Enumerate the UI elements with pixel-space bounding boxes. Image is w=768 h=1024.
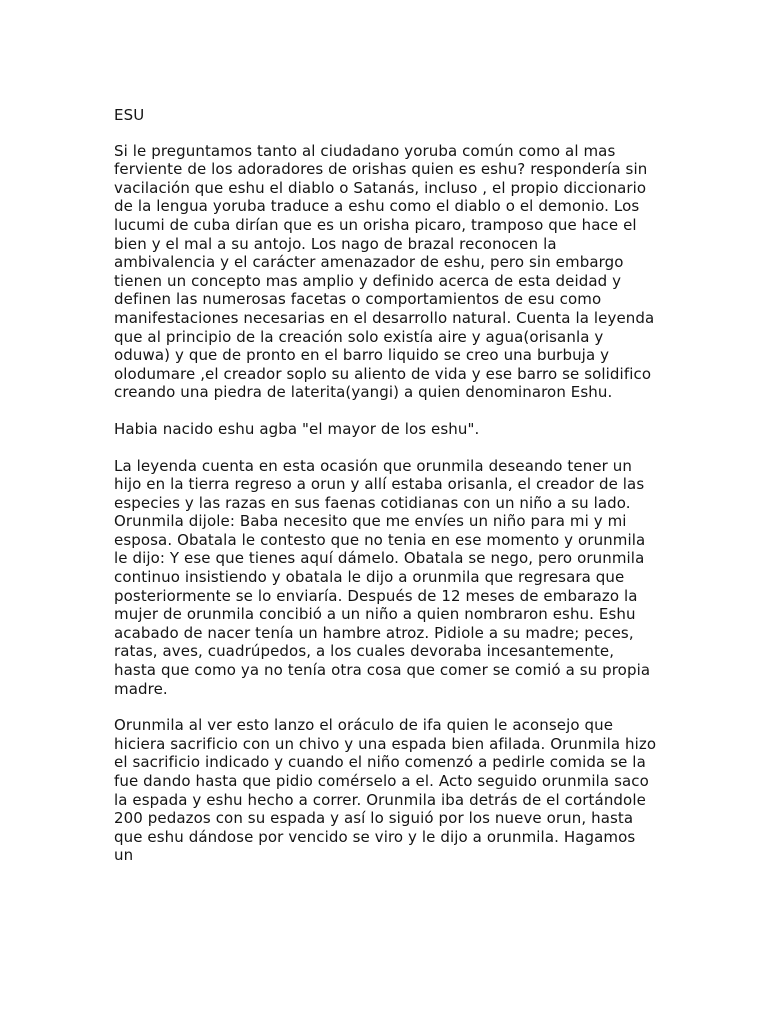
paragraph-4: Orunmila al ver esto lanzo el oráculo de ifa quien le aconsejo que hiciera sacrificio con un chivo y una espada bien afilada. Orunmila hizo el sacrificio indicado y cuando el niño comenzó a pedirle comida se la fue dando hasta que pidio comérselo a el. Acto seguido orunmila saco la espada y eshu hecho a correr. Orunmila iba detrás de el cortándole 200 pedazos con su espada y así lo siguió por los nueve orun, hasta que eshu dándose por vencido se viro y le dijo a orunmila. Hagamos un (114, 716, 657, 865)
document-title: ESU (114, 106, 145, 124)
paragraph-1: Si le preguntamos tanto al ciudadano yoruba común como al mas ferviente de los adoradores de orishas quien es eshu? respondería sin vacilación que eshu el diablo o Satanás, incluso , el propio diccionario de la lengua yoruba traduce a eshu como el diablo o el demonio. Los lucumi de cuba dirían que es un orisha picaro, tramposo que hace el bien y el mal a su antojo. Los nago de brazal reconocen la ambivalencia y el carácter amenazador de eshu, pero sin embargo tienen un concepto mas amplio y definido acerca de esta deidad y definen las numerosas facetas o comportamientos de esu como manifestaciones necesarias en el desarrollo natural. Cuenta la leyenda que al principio de la creación solo existía aire y agua(orisanla y oduwa) y que de pronto en el barro liquido se creo una burbuja y olodumare ,el creador soplo su aliento de vida y ese barro se solidifico creando una piedra de laterita(yangi) a quien denominaron Eshu. (114, 141, 655, 402)
paragraph-2: Habia nacido eshu agba "el mayor de los eshu". (114, 419, 480, 438)
paragraph-3: La leyenda cuenta en esta ocasión que orunmila deseando tener un hijo en la tierra regreso a orun y allí estaba orisanla, el creador de las especies y las razas en sus faenas cotidianas con un niño a su lado. Orunmila dijole: Baba necesito que me envíes un niño para mi y mi esposa. Obatala le contesto que no tenia en ese momento y orunmila le dijo: Y ese que tienes aquí dámelo. Obatala se nego, pero orunmila continuo insistiendo y obatala le dijo a orunmila que regresara que posteriormente se lo enviaría. Después de 12 meses de embarazo la mujer de orunmila concibió a un niño a quien nombraron eshu. Eshu acabado de nacer tenía un hambre atroz. Pidiole a su madre; peces, ratas, aves, cuadrúpedos, a los cuales devoraba incesantemente, hasta que como ya no tenía otra cosa que comer se comió a su propia madre. (114, 456, 651, 698)
